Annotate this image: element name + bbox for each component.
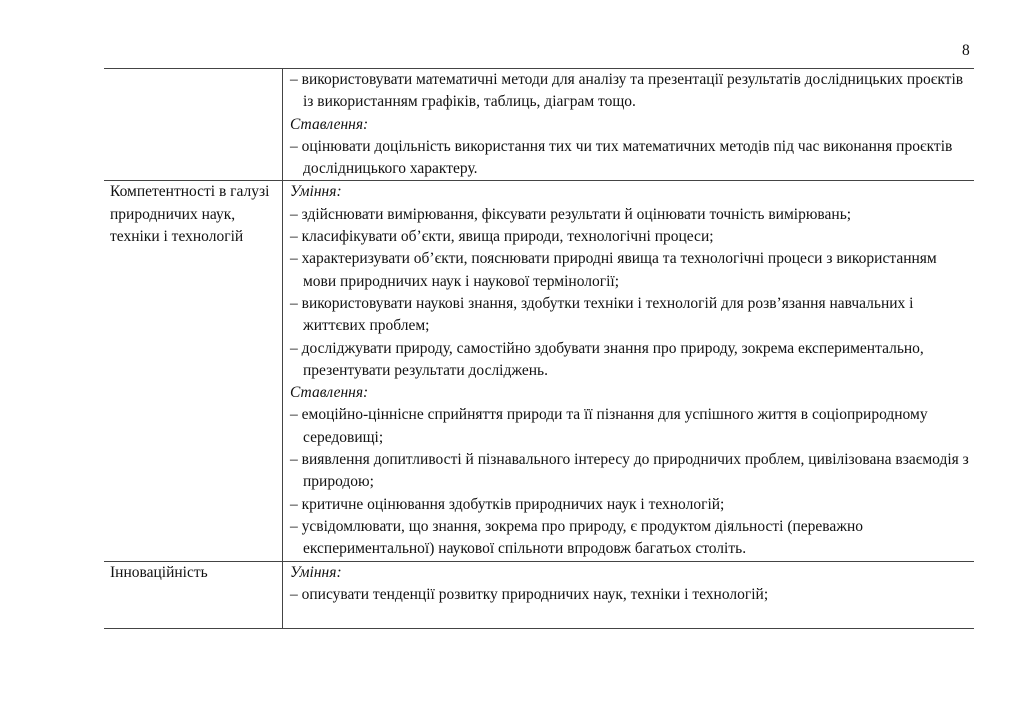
list-item: – описувати тенденції розвитку природничих наук, техніки і технологій; — [290, 585, 769, 603]
section-heading: Ставлення: — [290, 384, 369, 402]
competency-details-cell — [283, 69, 975, 181]
list-item: – критичне оцінювання здобутків природничих наук і технологій; — [290, 495, 725, 513]
table-row — [104, 181, 974, 561]
competency-table — [104, 68, 974, 629]
competency-name-cell: Компетентності в галузі природничих наук, техніки і технологій — [104, 181, 283, 561]
competency-name-cell — [104, 69, 283, 181]
list-item: – здійснювати вимірювання, фіксувати результати й оцінювати точність вимірювань; — [290, 205, 852, 223]
list-item: – оцінювати доцільність використання тих чи тих математичних методів під час виконання проєктів дослідницького характеру. — [290, 137, 953, 178]
list-item: – досліджувати природу, самостійно здобувати знання про природу, зокрема експериментально, презентувати результати досліджень. — [290, 339, 924, 379]
list-item: – емоційно-ціннісне сприйняття природи та її пізнання для успішного життя в соціоприродному середовищі; — [290, 406, 928, 446]
list-item: – усвідомлювати, що знання, зокрема про природу, є продуктом діяльності (переважно експериментальної) наукової спільноти впродовж багатьох століть. — [290, 517, 864, 558]
competency-name-cell: Інноваційність — [104, 561, 283, 629]
list-item: – класифікувати об’єкти, явища природи, технологічні процеси; — [290, 228, 714, 246]
table-body — [104, 69, 974, 629]
list-item: – виявлення допитливості й пізнавального інтересу до природничих проблем, цивілізована взаємодія з природою; — [290, 451, 969, 491]
section-heading: Ставлення: — [290, 115, 369, 133]
list-item: – використовувати наукові знання, здобутки техніки і технологій для розв’язання навчальних і життєвих проблем; — [290, 294, 914, 335]
table-row — [104, 561, 974, 629]
list-item: – характеризувати об’єкти, пояснювати природні явища та технологічні процеси з використанням мови природничих наук і наукової термінології; — [290, 250, 937, 290]
section-heading: Уміння: — [290, 563, 342, 581]
competency-details-cell — [283, 181, 975, 561]
section-heading: Уміння: — [290, 183, 342, 201]
table-row — [104, 69, 974, 181]
competency-details-cell — [283, 561, 975, 629]
page-number: 8 — [962, 42, 970, 59]
list-item: – використовувати математичні методи для аналізу та презентації результатів дослідницьких проєктів із використанням графіків, таблиць, діаграм тощо. — [290, 71, 964, 111]
